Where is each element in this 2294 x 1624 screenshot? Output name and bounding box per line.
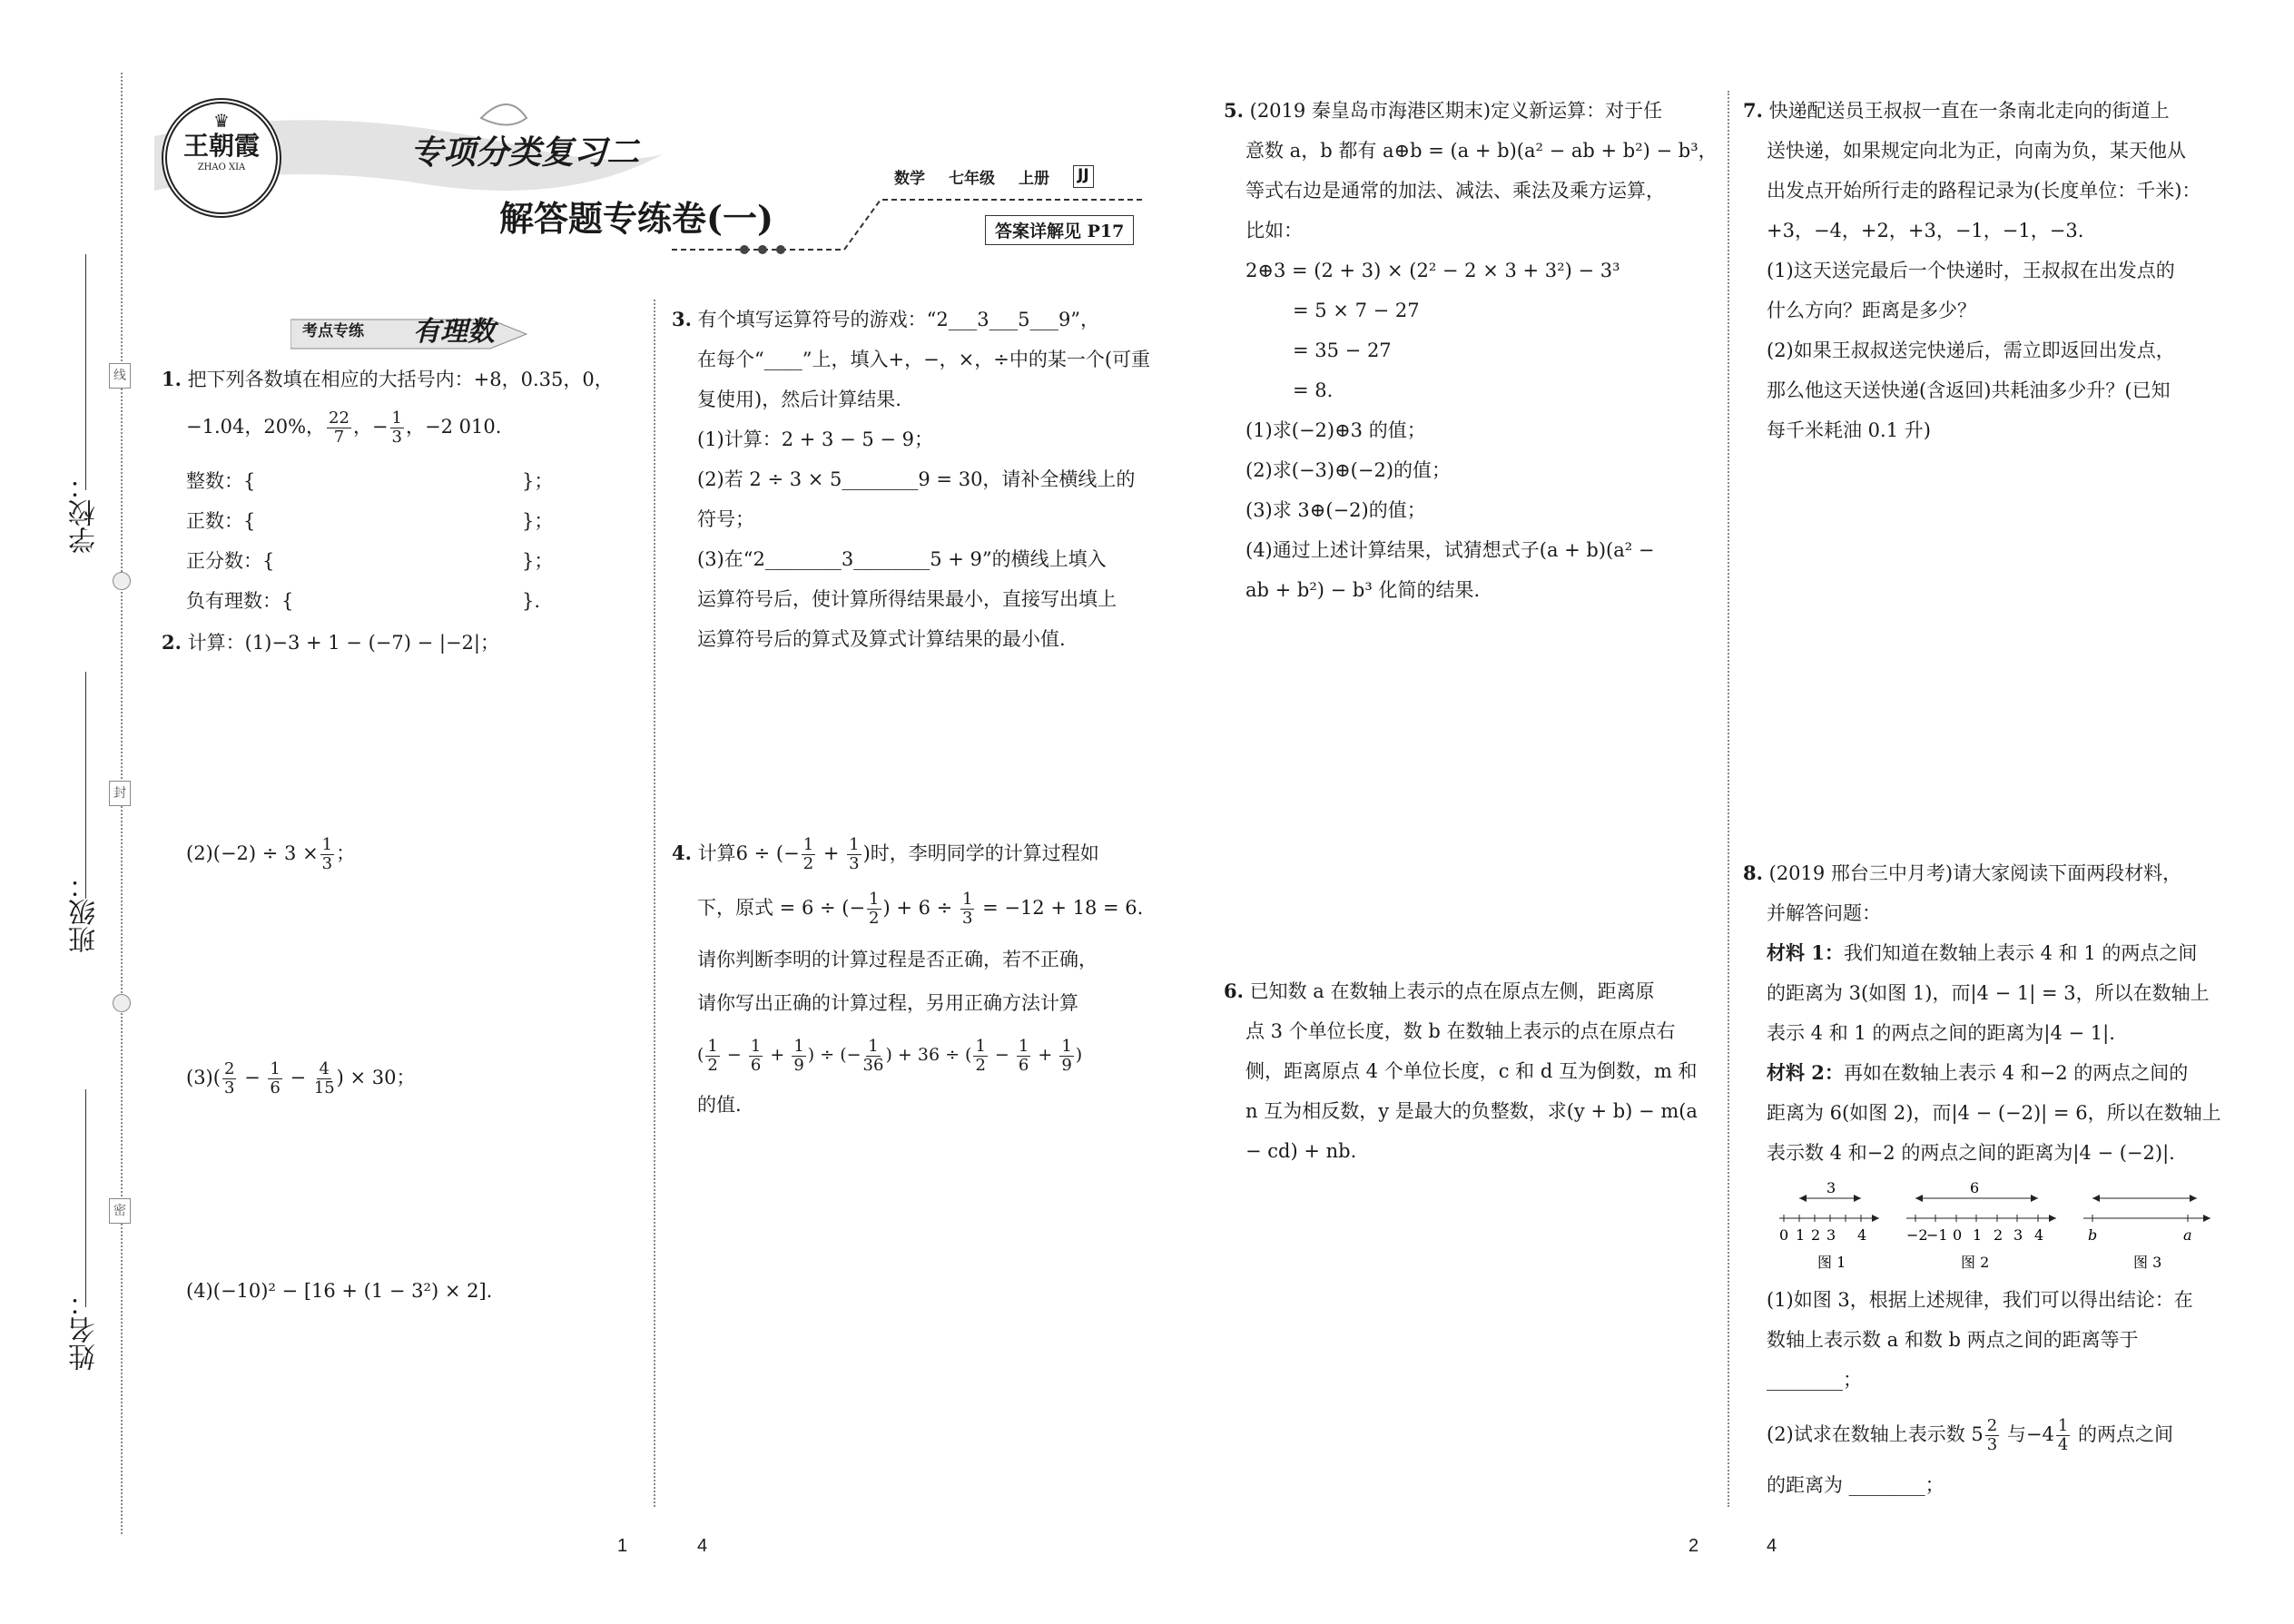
- fig1-tick-3: 3: [1826, 1226, 1836, 1244]
- q5-line-8: = 8.: [1293, 379, 1334, 401]
- question-2: [162, 623, 499, 663]
- q5-line-11: (3)求 3⊕(−2)的值；: [1245, 499, 1426, 521]
- q4-line-5: [697, 1035, 1082, 1075]
- q1-set-row: [186, 461, 554, 501]
- q5-line-4: 比如：: [1245, 220, 1303, 241]
- seal-mark-seal: 封: [109, 781, 131, 806]
- q7-line-4: +3，−4，+2，+3，−1，−1，−3.: [1767, 220, 2084, 241]
- q5-line-10: (2)求(−3)⊕(−2)的值；: [1245, 459, 1452, 481]
- set-negative-rational-label: 负有理数：{: [186, 590, 294, 612]
- q2-fraction-1-3: $\frac{1}{3}$: [321, 835, 333, 873]
- school-label: 学校：: [69, 472, 101, 554]
- q5-line-3: 等式右边是通常的加法、减法、乘法及乘方运算，: [1245, 180, 1665, 202]
- q4-fraction-1-36: $\frac{1}{36}$: [862, 1036, 884, 1075]
- q4-fraction-1-6b: $\frac{1}{6}$: [1018, 1036, 1029, 1075]
- q2-number: 2.: [162, 631, 182, 654]
- q1-number: 1.: [162, 368, 182, 390]
- q7-line-1: 快递配送员王叔叔一直在一条南北走向的街道上: [1768, 100, 2170, 122]
- fig2-tick-3: 3: [2013, 1226, 2023, 1244]
- fig3-caption: 图 3: [2133, 1254, 2162, 1271]
- q4-l5-open: (: [697, 1045, 704, 1065]
- q7-line-9: 每千米耗油 0.1 升): [1767, 419, 1931, 441]
- fig2-tick-neg2: −2: [1906, 1226, 1928, 1244]
- q7-line-6: 什么方向？距离是多少？: [1767, 300, 1976, 321]
- q8-fraction-1-4: $\frac{1}{4}$: [2057, 1416, 2069, 1454]
- q4-l5-minus-b: −: [989, 1045, 1015, 1065]
- question-3: [672, 300, 1099, 340]
- page-number-right-2: 4: [1767, 1536, 1777, 1556]
- q5-line-1: (2019 秦皇岛市海港区期末)定义新运算：对于任: [1249, 100, 1663, 122]
- logo-crown-icon: ♛: [213, 110, 230, 132]
- q4-fraction-1-2: $\frac{1}{2}$: [802, 835, 814, 873]
- section-title: 有理数: [413, 316, 495, 348]
- q6-line-2: 点 3 个单位长度，数 b 在数轴上表示的点在原点右: [1245, 1020, 1676, 1042]
- q1-stem-part-c: ，−2 010.: [406, 416, 502, 438]
- q8-material-1-line-2: 的距离为 3(如图 1)，而|4 − 1| = 3，所以在数轴上: [1767, 982, 2210, 1004]
- q1-stem-line2: [186, 407, 501, 447]
- q1-stem-part-b: ，−: [352, 416, 389, 438]
- q6-number: 6.: [1224, 979, 1244, 1002]
- q6-line-5: − cd) + nb.: [1245, 1140, 1357, 1162]
- material-1-text: 我们知道在数轴上表示 4 和 1 的两点之间: [1843, 942, 2198, 964]
- q5-line-5: 2⊕3 = (2 + 3) × (2² − 2 × 3 + 3²) − 3³: [1245, 260, 1620, 281]
- q4-l5-minus: −: [721, 1045, 747, 1065]
- q2-part-1: 计算：(1)−3 + 1 − (−7) − |−2|；: [187, 632, 499, 654]
- name-underline: [85, 1089, 86, 1307]
- tag-subject: 数学: [894, 170, 925, 188]
- q4-l2-a: 下，原式 = 6 ÷ (−: [697, 897, 866, 919]
- set-positive-fraction-end: }；: [522, 550, 554, 572]
- q1-fraction-1-3: $\frac{1}{3}$: [391, 408, 402, 447]
- q8-part-2-c: 的两点之间: [2072, 1423, 2174, 1445]
- q3-line-1: 有个填写运算符号的游戏：“2___3___5___9”，: [697, 309, 1100, 330]
- seal-mark-secret: 密: [109, 1198, 131, 1224]
- fig1-tick-4: 4: [1857, 1226, 1867, 1244]
- q8-material-2-line-3: 表示数 4 和−2 的两点之间的距离为|4 − (−2)|.: [1767, 1142, 2175, 1164]
- q8-line-2: 并解答问题：: [1767, 902, 1881, 924]
- fig2-tick-1: 1: [1973, 1226, 1983, 1244]
- fig1-tick-1: 1: [1796, 1226, 1806, 1244]
- q5-line-13: ab + b²) − b³ 化简的结果.: [1245, 579, 1481, 601]
- q2-fraction-1-6: $\frac{1}{6}$: [270, 1059, 281, 1097]
- school-underline: [85, 254, 86, 490]
- material-1-label: 材料 1：: [1767, 941, 1844, 964]
- q7-line-2: 送快递，如果规定向北为正，向南为负，某天他从: [1767, 140, 2186, 162]
- figure-2: [1906, 1180, 2056, 1271]
- q8-material-1: [1767, 933, 2197, 973]
- q2-fraction-4-15: $\frac{4}{15}$: [313, 1059, 335, 1097]
- binding-hole-2: [113, 994, 131, 1012]
- fig2-tick-4: 4: [2034, 1226, 2044, 1244]
- fig2-tick-2: 2: [1994, 1226, 2004, 1244]
- name-label: 姓名：: [69, 1289, 101, 1371]
- q7-line-7: (2)如果王叔叔送完快递后，需立即返回出发点，: [1767, 340, 2175, 361]
- q1-fraction-22-7: $\frac{22}{7}$: [329, 408, 350, 447]
- q4-l1-b: +: [817, 842, 846, 864]
- q7-line-5: (1)这天送完最后一个快递时，王叔叔在出发点的: [1767, 260, 2175, 281]
- q5-line-2: 意数 a，b 都有 a⊕b = (a + b)(a² − ab + b²) − b³，: [1245, 140, 1718, 162]
- q4-fraction-1-9: $\frac{1}{9}$: [793, 1036, 804, 1075]
- seal-mark-line: 线: [109, 363, 131, 389]
- q4-line-3: 请你判断李明的计算过程是否正确，若不正确，: [697, 949, 1098, 970]
- q8-line-1: (2019 邢台三中月考)请大家阅读下面两段材料，: [1768, 862, 2182, 884]
- fig2-caption: 图 2: [1961, 1254, 1990, 1271]
- q2-minus-1: −: [238, 1067, 267, 1088]
- section-tag: 考点专练: [302, 322, 364, 340]
- page-number-left-1: 1: [617, 1536, 628, 1556]
- q4-l5-close: ): [1075, 1045, 1083, 1065]
- fig1-distance-label: 3: [1826, 1180, 1836, 1196]
- q3-line-8: 运算符号后，使计算所得结果最小，直接写出填上: [697, 588, 1117, 610]
- column-divider-1: [654, 300, 655, 1507]
- q6-line-1: 已知数 a 在数轴上表示的点在原点左侧，距离原: [1249, 980, 1655, 1002]
- material-2-label: 材料 2：: [1767, 1061, 1844, 1084]
- logo-text: 王朝霞: [182, 131, 260, 161]
- q4-l5-mid: ) + 36 ÷ (: [885, 1045, 972, 1065]
- q4-l5-plus-b: +: [1032, 1045, 1058, 1065]
- q8-part-2: [1767, 1414, 2173, 1454]
- q2-part-2: [186, 833, 355, 873]
- number-line-figures: [1770, 1180, 2242, 1280]
- q4-l2-b: ) + 6 ÷: [882, 897, 959, 919]
- q4-l5-plus: +: [764, 1045, 791, 1065]
- fig2-tick-neg1: −1: [1926, 1226, 1948, 1244]
- q8-material-1-line-3: 表示 4 和 1 的两点之间的距离为|4 − 1|.: [1767, 1022, 2115, 1044]
- q6-line-4: n 互为相反数，y 是最大的负整数，求(y + b) − m(a: [1245, 1100, 1698, 1122]
- class-underline: [85, 672, 86, 899]
- q4-line-2: [697, 888, 1143, 928]
- q1-set-row: [186, 581, 549, 621]
- page-number-right-1: 2: [1689, 1536, 1699, 1556]
- question-1: [162, 359, 614, 399]
- figure-1: [1779, 1180, 1879, 1271]
- q8-material-2-line-2: 距离为 6(如图 2)，而|4 − (−2)| = 6，所以在数轴上: [1767, 1102, 2221, 1124]
- q8-number: 8.: [1743, 861, 1763, 884]
- series-title: 专项分类复习二: [410, 134, 640, 172]
- set-positive-end: }；: [522, 510, 554, 532]
- q7-number: 7.: [1743, 99, 1763, 122]
- q3-line-9: 运算符号后的算式及算式计算结果的最小值.: [697, 628, 1066, 650]
- q8-part-2-line-2: 的距离为 ________；: [1767, 1474, 1944, 1496]
- q5-line-6: = 5 × 7 − 27: [1293, 300, 1420, 321]
- q4-fraction-1-2: $\frac{1}{2}$: [707, 1036, 718, 1075]
- q2-part-2-end: ；: [336, 842, 356, 864]
- fig1-caption: 图 1: [1817, 1254, 1846, 1271]
- fig1-tick-2: 2: [1811, 1226, 1821, 1244]
- tag-edition: JJ: [1073, 165, 1094, 188]
- page-number-left-2: 4: [697, 1536, 708, 1556]
- question-6: [1224, 971, 1655, 1011]
- q2-minus-2: −: [283, 1067, 312, 1088]
- tag-volume: 上册: [1019, 170, 1049, 188]
- set-negative-rational-end: }.: [522, 590, 541, 612]
- q1-stem-part-a: −1.04，20%，: [186, 416, 326, 438]
- q4-l2-c: = −12 + 18 = 6.: [976, 897, 1144, 919]
- tag-grade: 七年级: [949, 170, 995, 188]
- q8-part-1-line-3: ________；: [1767, 1369, 1862, 1391]
- subject-tags: [894, 165, 1094, 188]
- column-divider-2: [1728, 91, 1729, 1507]
- q7-line-8: 那么他这天送快递(含返回)共耗油多少升？(已知: [1767, 379, 2171, 401]
- q2-part-4: (4)(−10)² − [16 + (1 − 3²) × 2].: [186, 1280, 493, 1302]
- q8-part-1-line-2: 数轴上表示数 a 和数 b 两点之间的距离等于: [1767, 1329, 2139, 1351]
- main-title: 解答题专练卷(一): [499, 198, 773, 239]
- q4-fraction-1-2: $\frac{1}{2}$: [869, 890, 880, 928]
- q4-fraction-1-2b: $\frac{1}{2}$: [975, 1036, 986, 1075]
- q4-line-6: 的值.: [697, 1094, 742, 1116]
- q2-part-3: [186, 1058, 416, 1097]
- q3-line-4: (1)计算：2 + 3 − 5 − 9；: [697, 428, 934, 450]
- logo-subtext: ZHAO XIA: [197, 162, 246, 172]
- q4-line-4: 请你写出正确的计算过程，另用正确方法计算: [697, 992, 1078, 1014]
- q2-part-2-text: (2)(−2) ÷ 3 ×: [186, 842, 319, 864]
- figure-3: [2083, 1195, 2210, 1271]
- q5-number: 5.: [1224, 99, 1244, 122]
- q5-line-9: (1)求(−2)⊕3 的值；: [1245, 419, 1426, 441]
- q8-material-2: [1767, 1053, 2188, 1093]
- set-integer-end: }；: [522, 470, 554, 492]
- set-integer-label: 整数：{: [186, 470, 256, 492]
- q3-line-6: 符号；: [697, 508, 754, 530]
- set-positive-label: 正数：{: [186, 510, 256, 532]
- binding-hole-1: [113, 572, 131, 590]
- q3-line-2: 在每个“____”上，填入+，−，×，÷中的某一个(可重: [697, 349, 1151, 370]
- class-label: 班级：: [69, 871, 101, 953]
- fig3-point-a: a: [2183, 1226, 2192, 1244]
- answer-reference: 答案详解见 P17: [985, 215, 1134, 245]
- q2-part-3-open: (3)(: [186, 1067, 221, 1088]
- q4-fraction-1-6: $\frac{1}{6}$: [750, 1036, 762, 1075]
- q4-fraction-1-3: $\frac{1}{3}$: [849, 835, 860, 873]
- q8-part-2-a: (2)试求在数轴上表示数 5: [1767, 1423, 1984, 1445]
- question-4: [672, 833, 1099, 873]
- q8-part-2-b: 与−4: [2001, 1423, 2054, 1445]
- question-8: [1743, 853, 2181, 893]
- fig1-tick-0: 0: [1779, 1226, 1789, 1244]
- material-2-text: 再如在数轴上表示 4 和−2 的两点之间的: [1843, 1062, 2189, 1084]
- q5-line-12: (4)通过上述计算结果，试猜想式子(a + b)(a² −: [1245, 539, 1655, 561]
- q3-line-3: 复使用)，然后计算结果.: [697, 389, 901, 410]
- q8-fraction-2-3: $\frac{2}{3}$: [1986, 1416, 1998, 1454]
- set-positive-fraction-label: 正分数：{: [186, 550, 275, 572]
- q7-line-3: 出发点开始所行走的路程记录为(长度单位：千米)：: [1767, 180, 2201, 202]
- q4-l1-c: )时，李明同学的计算过程如: [862, 842, 1099, 864]
- fig3-point-b: b: [2088, 1226, 2098, 1244]
- q4-fraction-1-9b: $\frac{1}{9}$: [1061, 1036, 1072, 1075]
- q1-set-row: [186, 541, 554, 581]
- q1-set-row: [186, 501, 554, 541]
- q5-line-7: = 35 − 27: [1293, 340, 1392, 361]
- q3-line-7: (3)在“2________3________5 + 9”的横线上填入: [697, 548, 1107, 570]
- q8-part-1-line-1: (1)如图 3，根据上述规律，我们可以得出结论：在: [1767, 1289, 2193, 1311]
- q1-stem: 把下列各数填在相应的大括号内：+8，0.35，0，: [187, 369, 614, 390]
- q6-line-3: 侧，距离原点 4 个单位长度，c 和 d 互为倒数，m 和: [1245, 1060, 1698, 1082]
- fig2-distance-label: 6: [1970, 1180, 1980, 1196]
- question-5: [1224, 91, 1662, 131]
- q2-part-3-close: ) × 30；: [336, 1067, 416, 1088]
- q4-l1-a: 计算6 ÷ (−: [697, 842, 800, 864]
- q4-fraction-1-3: $\frac{1}{3}$: [961, 890, 973, 928]
- q4-l5-div: ) ÷ (−: [807, 1045, 861, 1065]
- q2-fraction-2-3: $\frac{2}{3}$: [223, 1059, 235, 1097]
- q3-number: 3.: [672, 308, 692, 330]
- logo-badge: [162, 98, 281, 218]
- question-7: [1743, 91, 2170, 131]
- fig2-tick-0: 0: [1953, 1226, 1963, 1244]
- q4-number: 4.: [672, 842, 692, 864]
- q3-line-5: (2)若 2 ÷ 3 × 5________9 = 30，请补全横线上的: [697, 468, 1136, 490]
